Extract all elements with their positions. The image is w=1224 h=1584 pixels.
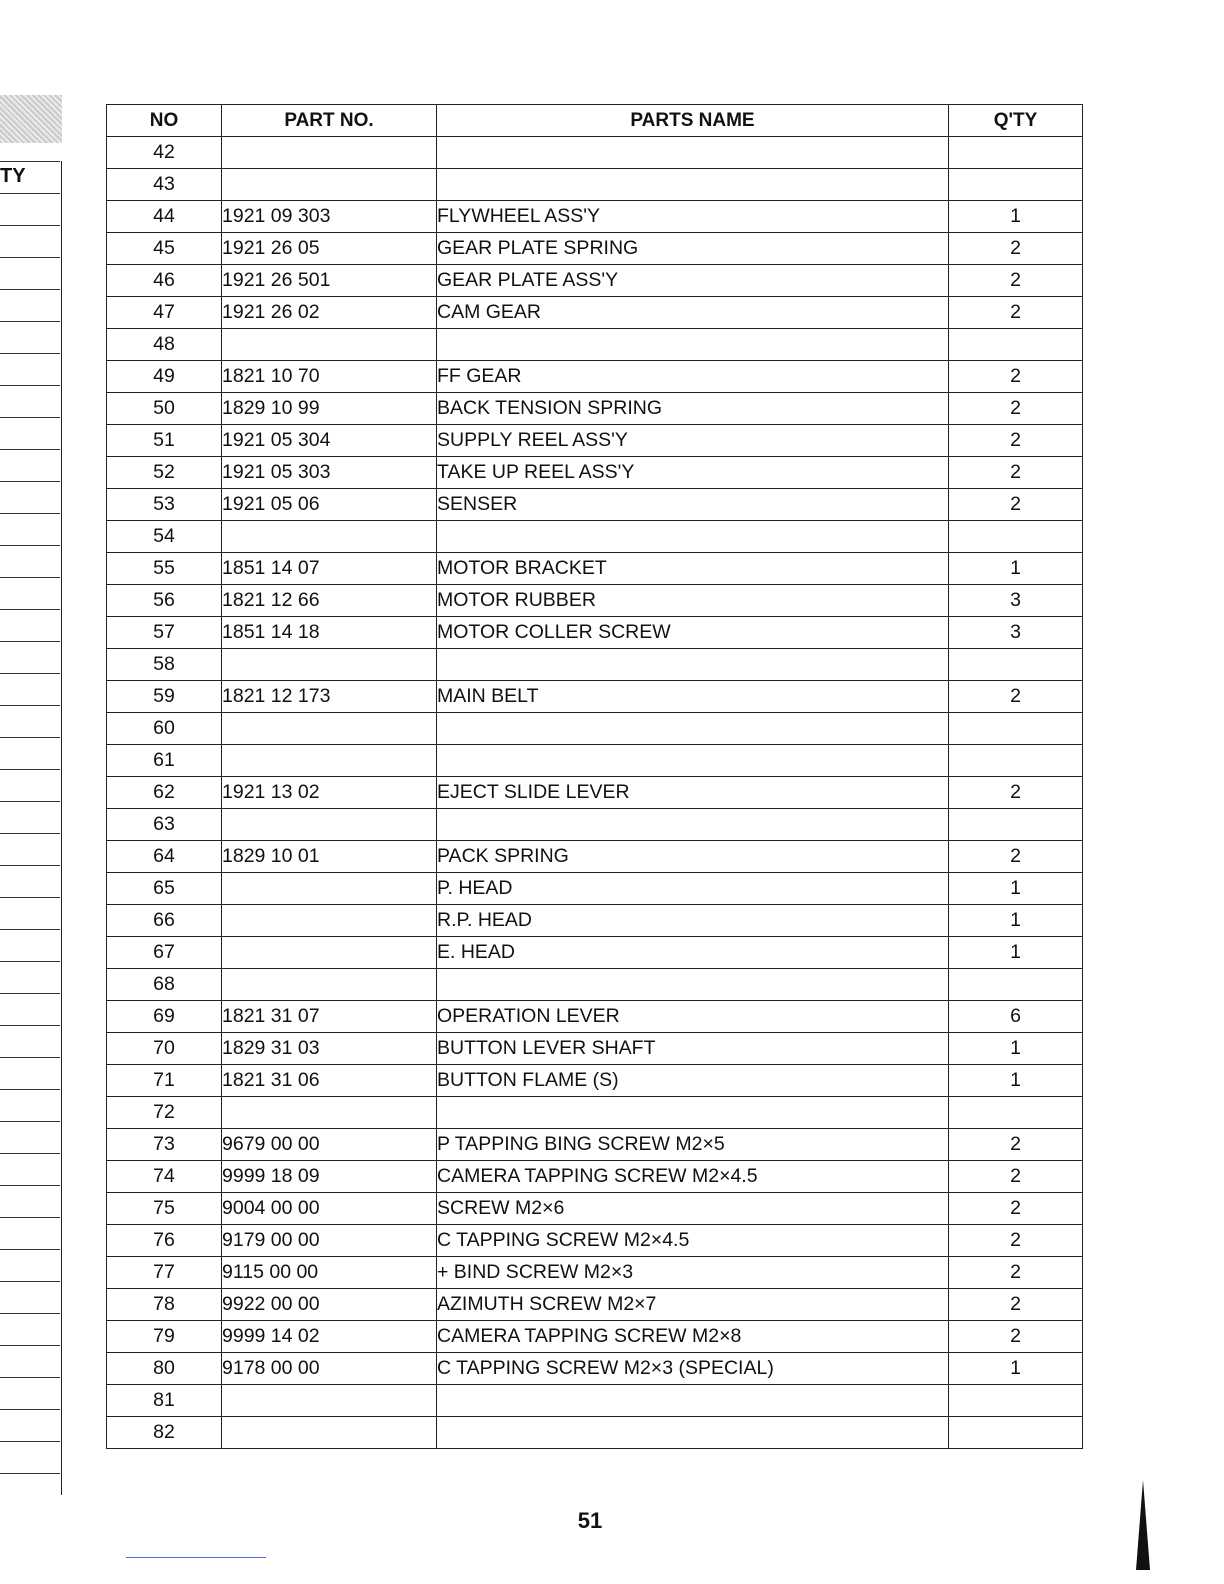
table-row	[107, 1193, 1083, 1225]
adjacent-row-line	[0, 833, 60, 834]
table-row	[107, 905, 1083, 937]
row-parts-name	[437, 1417, 949, 1449]
row-part-no	[222, 937, 437, 969]
row-qty: 2	[949, 425, 1083, 457]
adjacent-row-line	[0, 321, 60, 322]
row-qty: 1	[949, 1033, 1083, 1065]
adjacent-row-line	[0, 1153, 60, 1154]
row-no: 55	[107, 553, 222, 585]
adjacent-row-line	[0, 897, 60, 898]
row-qty: 1	[949, 937, 1083, 969]
row-parts-name: GEAR PLATE SPRING	[437, 233, 949, 265]
table-body	[107, 137, 1083, 1449]
row-no: 78	[107, 1289, 222, 1321]
row-qty: 1	[949, 201, 1083, 233]
adjacent-row-line	[0, 577, 60, 578]
table-row	[107, 457, 1083, 489]
row-part-no: 9999 14 02	[222, 1321, 437, 1353]
row-parts-name: SUPPLY REEL ASS'Y	[437, 425, 949, 457]
adjacent-row-line	[0, 417, 60, 418]
row-qty	[949, 1417, 1083, 1449]
adjacent-row-line	[0, 481, 60, 482]
row-parts-name: MOTOR COLLER SCREW	[437, 617, 949, 649]
row-no: 59	[107, 681, 222, 713]
table-row	[107, 1033, 1083, 1065]
adjacent-row-line	[0, 1121, 60, 1122]
header-qty: Q'TY	[949, 105, 1083, 137]
row-no: 76	[107, 1225, 222, 1257]
row-part-no	[222, 521, 437, 553]
row-parts-name: R.P. HEAD	[437, 905, 949, 937]
adjacent-row-line	[0, 193, 60, 194]
row-no: 62	[107, 777, 222, 809]
row-no: 63	[107, 809, 222, 841]
row-part-no: 1821 31 07	[222, 1001, 437, 1033]
table-row	[107, 425, 1083, 457]
row-no: 80	[107, 1353, 222, 1385]
row-qty: 2	[949, 265, 1083, 297]
table-row	[107, 681, 1083, 713]
row-qty: 6	[949, 1001, 1083, 1033]
row-parts-name: CAMERA TAPPING SCREW M2×8	[437, 1321, 949, 1353]
row-no: 43	[107, 169, 222, 201]
adjacent-row-line	[0, 385, 60, 386]
table-row	[107, 1353, 1083, 1385]
row-parts-name: C TAPPING SCREW M2×3 (SPECIAL)	[437, 1353, 949, 1385]
row-parts-name: + BIND SCREW M2×3	[437, 1257, 949, 1289]
adjacent-row-line	[0, 1313, 60, 1314]
row-no: 51	[107, 425, 222, 457]
row-no: 71	[107, 1065, 222, 1097]
row-no: 48	[107, 329, 222, 361]
row-no: 74	[107, 1161, 222, 1193]
table-row	[107, 1161, 1083, 1193]
table-row	[107, 1385, 1083, 1417]
row-no: 54	[107, 521, 222, 553]
adjacent-row-line	[0, 1345, 60, 1346]
row-part-no: 9179 00 00	[222, 1225, 437, 1257]
row-qty	[949, 169, 1083, 201]
row-qty	[949, 1385, 1083, 1417]
row-qty	[949, 1097, 1083, 1129]
row-parts-name: CAM GEAR	[437, 297, 949, 329]
row-parts-name: GEAR PLATE ASS'Y	[437, 265, 949, 297]
row-no: 65	[107, 873, 222, 905]
table-row	[107, 521, 1083, 553]
row-part-no: 1829 10 01	[222, 841, 437, 873]
row-parts-name	[437, 521, 949, 553]
header-parts-name: PARTS NAME	[437, 105, 949, 137]
adjacent-row-line	[0, 289, 60, 290]
row-qty: 2	[949, 1193, 1083, 1225]
row-qty: 2	[949, 393, 1083, 425]
row-part-no	[222, 873, 437, 905]
table-row	[107, 937, 1083, 969]
row-no: 69	[107, 1001, 222, 1033]
table-row	[107, 1417, 1083, 1449]
row-parts-name: C TAPPING SCREW M2×4.5	[437, 1225, 949, 1257]
table-row	[107, 777, 1083, 809]
row-qty	[949, 329, 1083, 361]
row-qty: 2	[949, 681, 1083, 713]
row-part-no: 1921 26 02	[222, 297, 437, 329]
row-qty: 2	[949, 1321, 1083, 1353]
row-part-no: 9115 00 00	[222, 1257, 437, 1289]
row-parts-name: TAKE UP REEL ASS'Y	[437, 457, 949, 489]
table-row	[107, 265, 1083, 297]
parts-table	[106, 104, 1083, 1449]
row-no: 75	[107, 1193, 222, 1225]
table-row	[107, 1289, 1083, 1321]
adjacent-row-line	[0, 1409, 60, 1410]
table-row	[107, 969, 1083, 1001]
adjacent-row-line	[0, 257, 60, 258]
row-qty: 2	[949, 841, 1083, 873]
table-row	[107, 649, 1083, 681]
row-part-no: 1921 13 02	[222, 777, 437, 809]
row-parts-name: P TAPPING BING SCREW M2×5	[437, 1129, 949, 1161]
adjacent-page-fragment	[0, 161, 62, 1495]
table-row	[107, 1129, 1083, 1161]
row-part-no	[222, 169, 437, 201]
table-row	[107, 297, 1083, 329]
row-no: 70	[107, 1033, 222, 1065]
adjacent-row-line	[0, 1249, 60, 1250]
row-parts-name: BUTTON LEVER SHAFT	[437, 1033, 949, 1065]
row-part-no	[222, 329, 437, 361]
row-no: 58	[107, 649, 222, 681]
row-qty: 2	[949, 457, 1083, 489]
row-no: 67	[107, 937, 222, 969]
row-parts-name: BACK TENSION SPRING	[437, 393, 949, 425]
row-parts-name: CAMERA TAPPING SCREW M2×4.5	[437, 1161, 949, 1193]
row-part-no: 9178 00 00	[222, 1353, 437, 1385]
row-qty: 2	[949, 1161, 1083, 1193]
adjacent-row-line	[0, 545, 60, 546]
row-parts-name	[437, 809, 949, 841]
row-part-no: 9679 00 00	[222, 1129, 437, 1161]
row-qty: 1	[949, 905, 1083, 937]
table-row	[107, 393, 1083, 425]
row-parts-name: BUTTON FLAME (S)	[437, 1065, 949, 1097]
adjacent-row-line	[0, 961, 60, 962]
row-no: 60	[107, 713, 222, 745]
row-parts-name: MAIN BELT	[437, 681, 949, 713]
row-no: 77	[107, 1257, 222, 1289]
row-no: 61	[107, 745, 222, 777]
table-row	[107, 137, 1083, 169]
row-parts-name: MOTOR RUBBER	[437, 585, 949, 617]
row-parts-name: AZIMUTH SCREW M2×7	[437, 1289, 949, 1321]
row-part-no: 1921 09 303	[222, 201, 437, 233]
row-no: 44	[107, 201, 222, 233]
row-qty	[949, 713, 1083, 745]
table-row	[107, 1065, 1083, 1097]
row-part-no: 1921 26 501	[222, 265, 437, 297]
row-part-no: 1921 05 303	[222, 457, 437, 489]
row-no: 82	[107, 1417, 222, 1449]
row-parts-name	[437, 713, 949, 745]
table-row	[107, 1097, 1083, 1129]
table-row	[107, 553, 1083, 585]
table-row	[107, 873, 1083, 905]
row-part-no: 9922 00 00	[222, 1289, 437, 1321]
adjacent-row-line	[0, 993, 60, 994]
table-row	[107, 201, 1083, 233]
row-qty: 1	[949, 1353, 1083, 1385]
row-part-no: 1921 26 05	[222, 233, 437, 265]
row-qty	[949, 137, 1083, 169]
row-parts-name: P. HEAD	[437, 873, 949, 905]
row-qty	[949, 809, 1083, 841]
table-row	[107, 745, 1083, 777]
adjacent-header-fragment: TY	[0, 165, 26, 187]
row-qty: 1	[949, 873, 1083, 905]
row-part-no: 1851 14 18	[222, 617, 437, 649]
table-row	[107, 617, 1083, 649]
row-part-no	[222, 1097, 437, 1129]
table-row	[107, 361, 1083, 393]
row-part-no	[222, 969, 437, 1001]
adjacent-row-line	[0, 929, 60, 930]
row-parts-name: MOTOR BRACKET	[437, 553, 949, 585]
adjacent-row-line	[0, 1089, 60, 1090]
row-no: 53	[107, 489, 222, 521]
row-no: 42	[107, 137, 222, 169]
row-parts-name: SENSER	[437, 489, 949, 521]
row-part-no	[222, 1417, 437, 1449]
row-part-no: 1921 05 304	[222, 425, 437, 457]
table-row	[107, 329, 1083, 361]
row-parts-name	[437, 1385, 949, 1417]
row-parts-name: FLYWHEEL ASS'Y	[437, 201, 949, 233]
row-qty: 2	[949, 1289, 1083, 1321]
row-no: 52	[107, 457, 222, 489]
adjacent-row-line	[0, 1377, 60, 1378]
row-qty	[949, 969, 1083, 1001]
row-part-no: 1821 12 173	[222, 681, 437, 713]
header-part-no: PART NO.	[222, 105, 437, 137]
row-qty: 2	[949, 1257, 1083, 1289]
row-part-no	[222, 809, 437, 841]
adjacent-row-line	[0, 801, 60, 802]
table-row	[107, 841, 1083, 873]
adjacent-row-line	[0, 705, 60, 706]
row-no: 50	[107, 393, 222, 425]
row-parts-name: SCREW M2×6	[437, 1193, 949, 1225]
adjacent-row-line	[0, 1217, 60, 1218]
adjacent-row-line	[0, 1025, 60, 1026]
adjacent-row-line	[0, 513, 60, 514]
row-no: 56	[107, 585, 222, 617]
adjacent-row-line	[0, 449, 60, 450]
row-parts-name	[437, 745, 949, 777]
row-no: 68	[107, 969, 222, 1001]
row-part-no: 1829 10 99	[222, 393, 437, 425]
adjacent-row-line	[0, 353, 60, 354]
row-parts-name: FF GEAR	[437, 361, 949, 393]
adjacent-row-line	[0, 737, 60, 738]
row-qty: 1	[949, 553, 1083, 585]
row-no: 73	[107, 1129, 222, 1161]
table-header-row	[107, 105, 1083, 137]
table-row	[107, 585, 1083, 617]
table-row	[107, 809, 1083, 841]
table-row	[107, 169, 1083, 201]
table-row	[107, 489, 1083, 521]
row-part-no	[222, 745, 437, 777]
row-qty: 2	[949, 777, 1083, 809]
row-qty: 3	[949, 617, 1083, 649]
page-number: 51	[577, 1508, 603, 1533]
scan-line-artifact	[126, 1557, 266, 1558]
row-no: 49	[107, 361, 222, 393]
adjacent-row-line	[0, 225, 60, 226]
row-parts-name	[437, 649, 949, 681]
row-no: 79	[107, 1321, 222, 1353]
table-row	[107, 1001, 1083, 1033]
row-no: 64	[107, 841, 222, 873]
row-qty	[949, 649, 1083, 681]
row-part-no	[222, 905, 437, 937]
row-qty: 2	[949, 361, 1083, 393]
row-no: 57	[107, 617, 222, 649]
row-no: 66	[107, 905, 222, 937]
row-qty: 2	[949, 297, 1083, 329]
row-part-no	[222, 137, 437, 169]
adjacent-row-line	[0, 161, 60, 162]
row-parts-name	[437, 169, 949, 201]
table-row	[107, 1321, 1083, 1353]
row-part-no	[222, 1385, 437, 1417]
row-qty: 3	[949, 585, 1083, 617]
adjacent-row-line	[0, 769, 60, 770]
row-parts-name	[437, 969, 949, 1001]
row-parts-name	[437, 137, 949, 169]
row-no: 72	[107, 1097, 222, 1129]
row-parts-name	[437, 329, 949, 361]
row-part-no: 9004 00 00	[222, 1193, 437, 1225]
adjacent-row-line	[0, 865, 60, 866]
row-part-no: 1851 14 07	[222, 553, 437, 585]
row-qty: 2	[949, 233, 1083, 265]
row-no: 46	[107, 265, 222, 297]
adjacent-row-line	[0, 609, 60, 610]
row-part-no	[222, 713, 437, 745]
adjacent-row-line	[0, 673, 60, 674]
row-no: 47	[107, 297, 222, 329]
table-row	[107, 713, 1083, 745]
row-part-no: 1821 31 06	[222, 1065, 437, 1097]
adjacent-row-line	[0, 1441, 60, 1442]
row-no: 81	[107, 1385, 222, 1417]
row-part-no: 9999 18 09	[222, 1161, 437, 1193]
row-part-no: 1821 12 66	[222, 585, 437, 617]
row-parts-name: E. HEAD	[437, 937, 949, 969]
row-no: 45	[107, 233, 222, 265]
adjacent-row-line	[0, 1185, 60, 1186]
row-part-no	[222, 649, 437, 681]
table-row	[107, 233, 1083, 265]
header-no: NO	[107, 105, 222, 137]
row-part-no: 1821 10 70	[222, 361, 437, 393]
row-part-no: 1921 05 06	[222, 489, 437, 521]
row-parts-name: EJECT SLIDE LEVER	[437, 777, 949, 809]
adjacent-row-line	[0, 641, 60, 642]
row-parts-name: OPERATION LEVER	[437, 1001, 949, 1033]
row-qty: 2	[949, 489, 1083, 521]
row-qty: 1	[949, 1065, 1083, 1097]
row-parts-name	[437, 1097, 949, 1129]
adjacent-row-line	[0, 1473, 60, 1474]
table-row	[107, 1225, 1083, 1257]
scan-edge-mark	[1136, 1480, 1150, 1570]
scan-gray-patch	[0, 95, 62, 143]
adjacent-row-line	[0, 1281, 60, 1282]
row-parts-name: PACK SPRING	[437, 841, 949, 873]
row-qty: 2	[949, 1129, 1083, 1161]
row-qty: 2	[949, 1225, 1083, 1257]
table-row	[107, 1257, 1083, 1289]
row-qty	[949, 745, 1083, 777]
row-part-no: 1829 31 03	[222, 1033, 437, 1065]
row-qty	[949, 521, 1083, 553]
adjacent-row-line	[0, 1057, 60, 1058]
